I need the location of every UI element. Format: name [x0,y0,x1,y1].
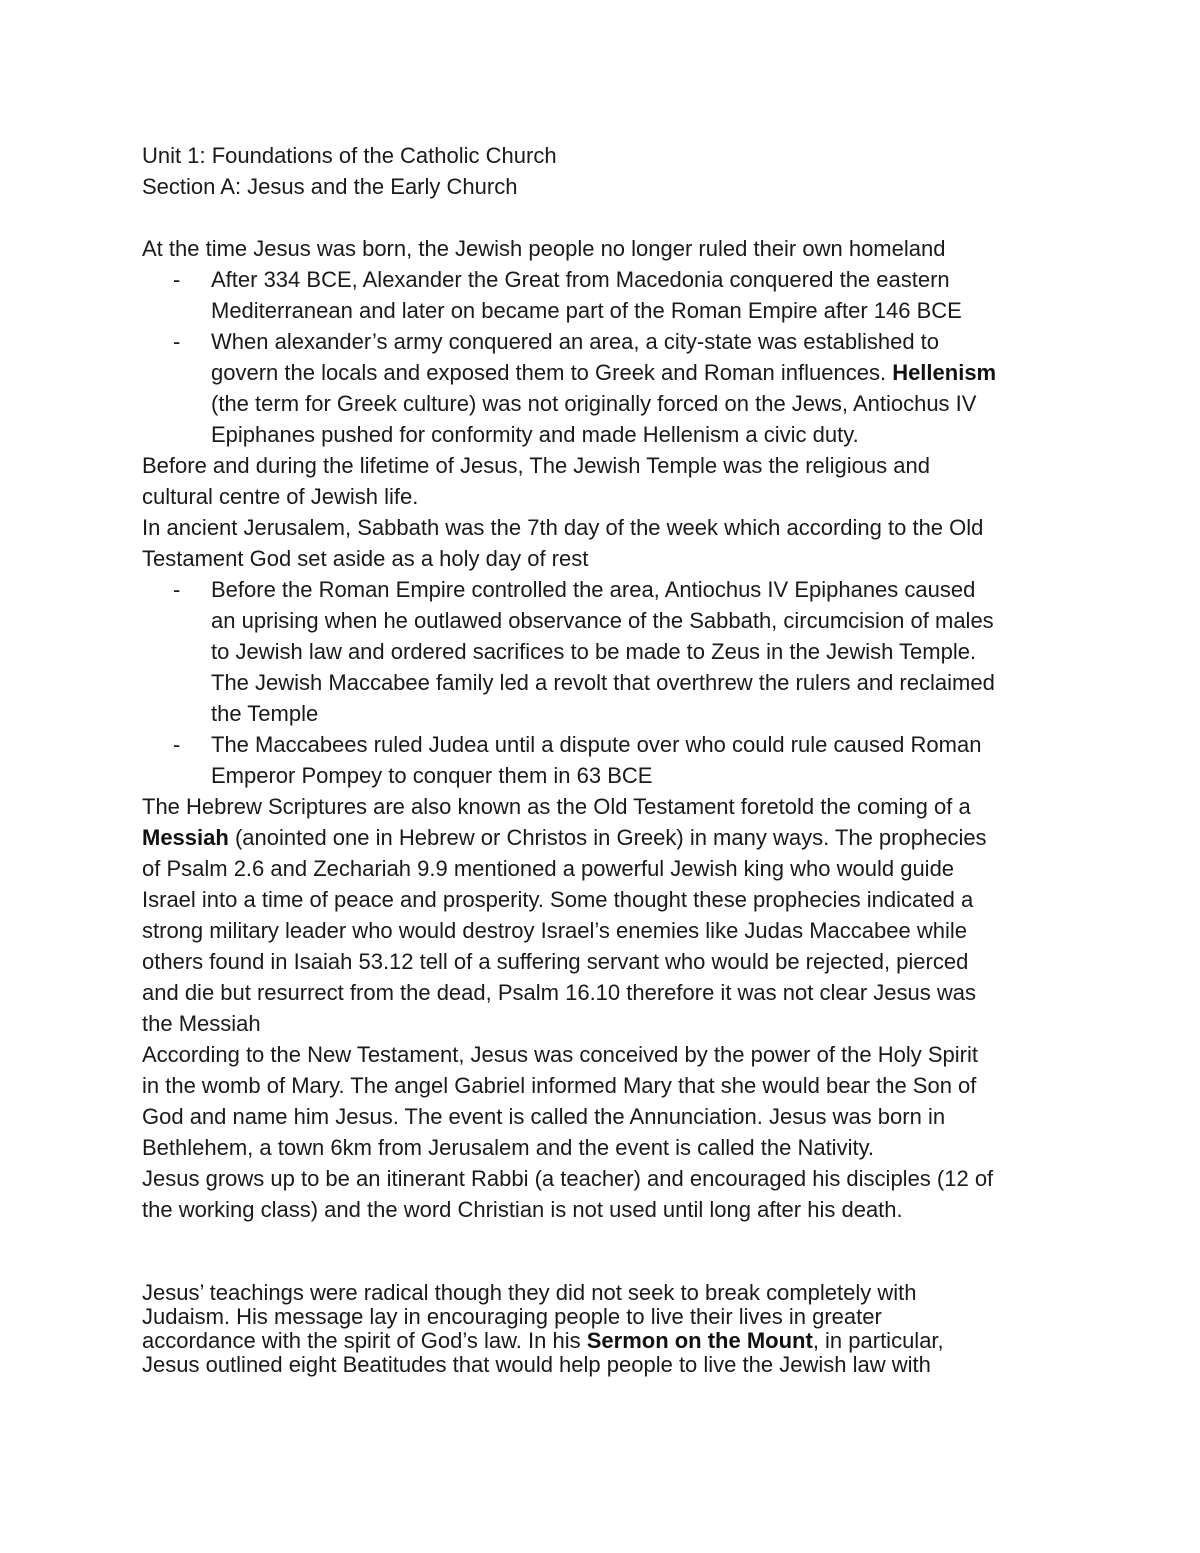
paragraph-annunciation: Bethlehem, a town 6km from Jerusalem and the event is called the Nativity. [142,1135,875,1160]
paragraph-messiah: others found in Isaiah 53.12 tell of a suffering servant who would be rejected, pierced [142,949,969,974]
paragraph-rabbi: Jesus grows up to be an itinerant Rabbi (a teacher) and encouraged his disciples (12 of [142,1166,994,1191]
paragraph-messiah: the Messiah [142,1011,261,1036]
paragraph-messiah [142,822,1062,853]
term-messiah: Messiah [142,825,229,850]
paragraph-sabbath: Testament God set aside as a holy day of rest [142,546,589,571]
bullet-text: govern the locals and exposed them to Greek and Roman influences. [211,360,893,385]
bullet-line: the Temple [211,701,319,726]
paragraph-annunciation: in the womb of Mary. The angel Gabriel informed Mary that she would bear the Son of [142,1073,977,1098]
bullet-dash: - [173,329,181,354]
bullet-line: The Jewish Maccabee family led a revolt that overthrew the rulers and reclaimed [211,670,995,695]
bullet-alexander [142,264,1062,326]
paragraph-messiah: and die but resurrect from the dead, Psalm 16.10 therefore it was not clear Jesus was [142,980,976,1005]
paragraph-teachings [142,1281,1062,1377]
paragraph-text: , in particular, [812,1328,944,1353]
bullet-dash: - [173,577,181,602]
bullet-line: (the term for Greek culture) was not originally forced on the Jews, Antiochus IV [211,391,977,416]
paragraph-messiah: The Hebrew Scriptures are also known as the Old Testament foretold the coming of a [142,794,971,819]
paragraph-line: Jesus’ teachings were radical though they did not seek to break completely with [142,1280,917,1305]
spacer [142,202,1062,233]
bullet-line: Epiphanes pushed for conformity and made Hellenism a civic duty. [211,422,859,447]
bullet-line: an uprising when he outlawed observance of the Sabbath, circumcision of males [211,608,994,633]
bullet-line: The Maccabees ruled Judea until a dispute over who could rule caused Roman [211,732,982,757]
bullet-line: After 334 BCE, Alexander the Great from Macedonia conquered the eastern [211,267,950,292]
paragraph-temple: Before and during the lifetime of Jesus, The Jewish Temple was the religious and [142,453,930,478]
paragraph-messiah: strong military leader who would destroy Israel’s enemies like Judas Maccabee while [142,918,967,943]
paragraph-messiah: Israel into a time of peace and prosperity. Some thought these prophecies indicated a [142,887,974,912]
bullet-line: Mediterranean and later on became part of the Roman Empire after 146 BCE [211,298,962,323]
bullet-line [211,357,1062,388]
bullet-dash: - [173,732,181,757]
paragraph-messiah: of Psalm 2.6 and Zechariah 9.9 mentioned a powerful Jewish king who would guide [142,856,955,881]
paragraph-annunciation: God and name him Jesus. The event is called the Annunciation. Jesus was born in [142,1104,946,1129]
term-hellenism: Hellenism [892,360,997,385]
bullet-maccabees [142,729,1062,791]
bullet-hellenism [142,326,1062,450]
paragraph-rabbi: the working class) and the word Christian is not used until long after his death. [142,1197,903,1222]
section-title: Section A: Jesus and the Early Church [142,174,518,199]
paragraph-line: Jesus outlined eight Beatitudes that would help people to live the Jewish law with [142,1352,931,1377]
paragraph-text: accordance with the spirit of God’s law. In his [142,1328,587,1353]
unit-title: Unit 1: Foundations of the Catholic Church [142,143,557,168]
paragraph-temple: cultural centre of Jewish life. [142,484,419,509]
paragraph-line: Judaism. His message lay in encouraging people to live their lives in greater [142,1304,882,1329]
spacer [142,1225,1062,1281]
bullet-dash: - [173,267,181,292]
paragraph-annunciation: According to the New Testament, Jesus was conceived by the power of the Holy Spirit [142,1042,979,1067]
paragraph-sabbath: In ancient Jerusalem, Sabbath was the 7th day of the week which according to the Old [142,515,984,540]
paragraph-line [142,1329,1062,1353]
bullet-line: to Jewish law and ordered sacrifices to be made to Zeus in the Jewish Temple. [211,639,977,664]
term-sermon-on-the-mount: Sermon on the Mount [586,1328,813,1353]
bullet-line: When alexander’s army conquered an area, a city-state was established to [211,329,940,354]
bullet-line: Emperor Pompey to conquer them in 63 BCE [211,763,653,788]
paragraph-homeland: At the time Jesus was born, the Jewish people no longer ruled their own homeland [142,236,946,261]
bullet-line: Before the Roman Empire controlled the area, Antiochus IV Epiphanes caused [211,577,976,602]
paragraph-text: (anointed one in Hebrew or Christos in Greek) in many ways. The prophecies [228,825,987,850]
document-page [142,140,1062,1377]
bullet-antiochus [142,574,1062,729]
